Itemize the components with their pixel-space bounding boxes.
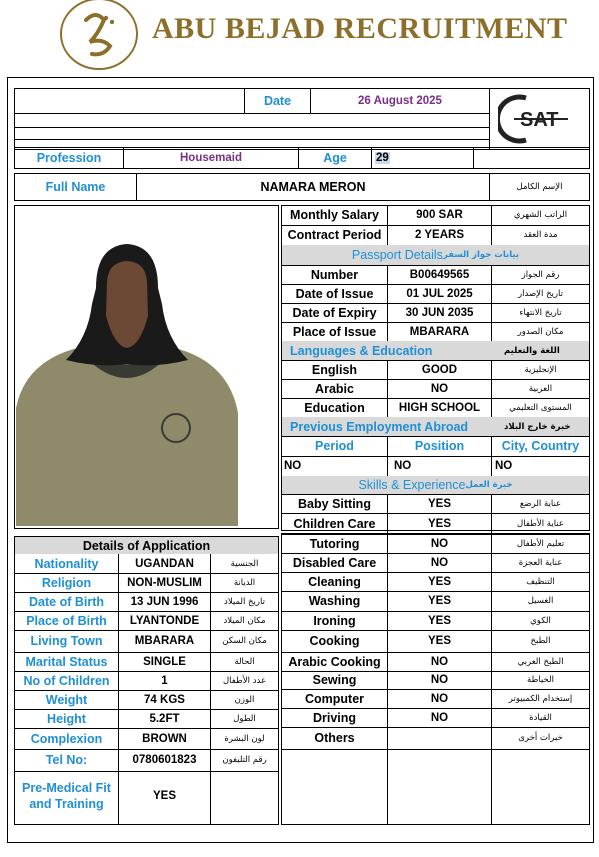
application-ar: مكان السكن [222,636,267,646]
application-ar: تاريخ الميلاد [224,596,265,607]
employment-heading [282,417,589,436]
application-label: Tel No: [45,753,88,767]
skill-row-label: Computer [304,691,365,706]
salary-value: 900 SAR [416,209,463,221]
skill-row-label: Sewing [312,673,357,687]
application-ar: الجنسية [230,558,259,569]
application-value: 0780601823 [132,754,197,766]
language-row-ar: العربية [528,383,553,394]
passport-row-value: 30 JUN 2035 [405,306,474,319]
skill-row-ar: تعليم الأطفال [516,539,565,549]
employment-heading-ar: خبرة خارج البلاد [504,421,571,432]
salary-ar: الراتب الشهري [513,210,568,220]
passport-heading-ar: بيانات جواز السفر [442,250,520,260]
application-heading: Details of Application [82,538,211,553]
col-divider [210,771,211,825]
skills-table-bottom [281,533,590,825]
employment-col-city: City, Country [501,439,580,453]
skill-row-label: Disabled Care [292,555,377,570]
language-row-ar: المستوى التعليمي [509,402,572,413]
passport-row-label: Number [310,267,359,282]
language-row-value: NO [430,382,449,395]
company-logo [56,0,142,72]
age-value: 29 [376,152,389,164]
salary-label: Monthly Salary [290,208,379,222]
language-row-value: HIGH SCHOOL [398,401,481,414]
language-row-value: GOOD [421,363,458,376]
application-ar: الحالة [234,656,255,667]
skill-row-ar: عناية الأطفال [517,518,564,529]
fullname-label: Full Name [45,180,106,194]
date-value: 26 August 2025 [358,95,442,107]
skill-row-label: Others [314,731,355,745]
application-value: NON-MUSLIM [127,576,202,589]
skill-row-label: Washing [308,594,361,608]
passport-row-label: Date of Expiry [292,305,377,320]
application-value: BROWN [142,732,187,745]
skill-row-label: Driving [312,710,357,725]
skill-row-value: YES [427,614,451,627]
application-label: Marital Status [25,654,108,669]
application-value: MBARARA [134,635,195,647]
skill-row-ar: القيادة [529,712,552,723]
application-ar: لون البشرة [224,733,265,744]
application-label: Religion [41,575,92,590]
application-label: Weight [45,692,88,707]
application-label: Date of Birth [29,594,104,609]
application-label: Height [47,711,86,726]
passport-row-label: Place of Issue [292,324,377,339]
passport-row-ar: مكان الصدور [517,326,564,337]
passport-heading [282,245,589,265]
age-label: Age [323,151,347,165]
application-ar: عدد الأطفال [222,675,267,686]
skill-row-ar: الطبخ العربي [517,656,564,667]
skill-row-label: Baby Sitting [298,496,371,511]
application-value: 13 JUN 1996 [130,595,199,608]
skill-row-value: NO [430,711,449,724]
application-label: Place of Birth [26,613,107,628]
passport-row-ar: تاريخ الإصدار [518,288,563,299]
application-value: 1 [161,674,168,687]
employment-col-period: Period [315,439,354,453]
skill-row-ar: إستخدام الكمبيوتر [508,693,573,704]
application-ar: مكان الميلاد [223,615,266,626]
skill-row-value: YES [427,517,451,530]
fullname-value: NAMARA MERON [260,180,366,194]
skills-heading-text: Skills & Experience [358,478,466,492]
application-value: UGANDAN [135,557,194,570]
company-title: ABU BEJAD RECRUITMENT [152,12,568,45]
passport-row-ar: تاريخ الانتهاء [519,307,562,318]
profession-label: Profession [36,151,102,165]
skill-row-value: NO [430,674,449,686]
passport-row-value: 01 JUL 2025 [406,287,473,300]
profession-value: Housemaid [180,152,242,164]
skills-heading-ar: خبرة العمل [465,480,513,490]
skill-row-ar: الخياطة [527,675,554,685]
application-ar: الطول [233,713,256,724]
skill-row-ar: الغسيل [527,596,554,606]
employment-period: NO [284,460,302,472]
employment-heading-text: Previous Employment Abroad [290,419,469,434]
skill-row-value: NO [430,692,449,705]
application-ar: الديانة [233,577,256,588]
passport-row-value: MBARARA [409,325,470,338]
languages-heading-ar: اللغة والتعليم [504,345,560,356]
employment-city: NO [495,460,513,472]
skill-row-value: NO [430,538,449,550]
passport-heading-text: Passport Details [351,248,443,262]
application-label: Nationality [34,556,99,571]
skill-row-ar: عناية الرضع [519,498,562,509]
sat-logo-text: SAT [520,109,559,131]
skill-row-label: Cooking [309,634,360,648]
language-row-label: Arabic [315,381,354,396]
skill-row-value: YES [427,497,451,510]
language-row-label: Education [304,400,365,415]
date-label: Date [263,94,292,108]
skill-row-ar: عناية العجزة [518,557,563,568]
photo-frame [14,205,279,529]
skill-row-label: Tutoring [309,537,360,551]
skill-row-ar: خبرات أخرى [518,733,563,743]
skill-row-label: Arabic Cooking [288,654,381,669]
employment-col-position: Position [414,439,465,453]
employment-position: NO [394,460,412,472]
fullname-ar: الإسم الكامل [516,182,563,192]
skill-row-ar: الطبخ [530,636,551,646]
skill-row-value: YES [427,575,451,588]
skill-row-ar: التنظيف [526,576,555,587]
period-ar: مدة العقد [523,230,558,240]
language-row-label: English [311,362,358,377]
skill-row-value: NO [430,655,449,668]
skill-row-value: NO [430,556,449,569]
passport-row-ar: رقم الجواز [521,269,560,280]
premedical-label: Pre-Medical Fit and Training [22,781,111,811]
passport-row-value: B00649565 [409,268,470,281]
skill-row-label: Children Care [293,516,376,531]
passport-row-label: Date of Issue [295,286,374,301]
languages-heading [282,341,589,360]
languages-heading-text: Languages & Education [290,343,433,358]
period-value: 2 YEARS [414,229,464,241]
application-value: 5.2FT [149,712,180,725]
period-label: Contract Period [287,228,382,242]
application-value: 74 KGS [144,693,185,706]
application-value: SINGLE [143,655,186,668]
application-label: Living Town [30,634,103,648]
skill-row-value: YES [427,635,451,647]
sat-logo [498,92,578,146]
skill-row-label: Ironing [313,613,356,628]
application-label: Complexion [30,731,103,746]
skill-row-value: YES [427,595,451,607]
application-ar: الوزن [234,694,255,705]
skill-row-ar: الكوي [530,615,551,626]
premedical-value: YES [152,790,176,802]
application-ar: رقم التليفون [222,755,267,765]
skills-heading [282,476,589,494]
language-row-ar: الإنجليزية [524,364,557,375]
application-label: No of Children [23,673,110,688]
skill-row-label: Cleaning [308,574,361,589]
application-value: LYANTONDE [129,614,200,627]
